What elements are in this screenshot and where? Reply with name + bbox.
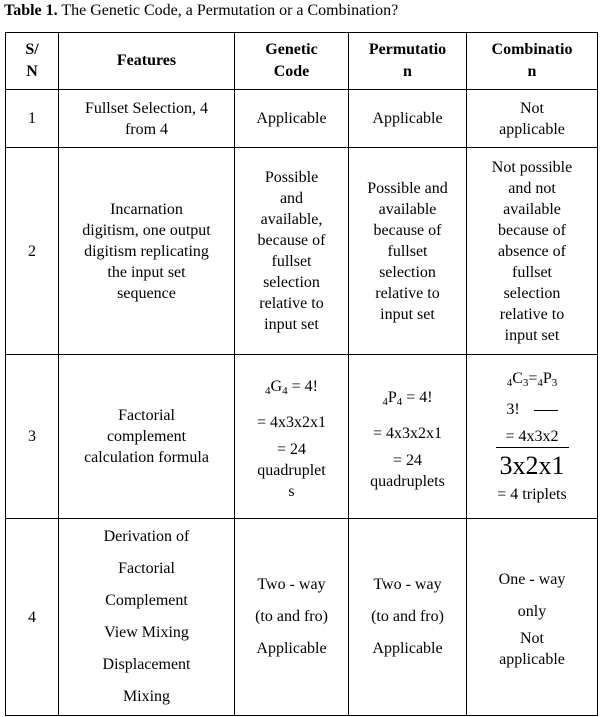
comb-formula-line3: = 4x3x2	[505, 428, 559, 445]
fraction-bar	[534, 410, 558, 411]
genetic-formula-line2: = 4x3x2x1	[256, 414, 327, 431]
row3-comb	[467, 355, 598, 519]
row4-genetic: Two - way (to and fro) Applicable	[235, 519, 349, 716]
row1-genetic: Applicable	[235, 90, 349, 148]
header-permutation: Permutatio n	[349, 33, 467, 90]
perm-formula-line3: = 24	[392, 451, 423, 469]
table-row	[6, 355, 598, 519]
header-genetic-code: Genetic Code	[235, 33, 349, 90]
row1-comb: Not applicable	[467, 90, 598, 148]
genetic-formula-line1: $4G_4 = 4$!	[265, 378, 318, 397]
row1-features: Fullset Selection, 4 from 4	[59, 90, 235, 148]
row3-sn: 3	[6, 355, 59, 519]
caption-label: Table 1.	[4, 2, 58, 19]
header-row	[6, 33, 598, 90]
perm-formula-line2: = 4x3x2x1	[372, 424, 443, 442]
perm-formula-line4: quadruplets	[370, 472, 445, 490]
comb-formula-line1: $4C_3=4P_3$	[506, 370, 558, 389]
perm-formula-line1: $4P_4 = 4$!	[382, 388, 433, 408]
row4-sn: 4	[6, 519, 59, 716]
row3-perm	[349, 355, 467, 519]
row4-comb: One - way only Not applicable	[467, 519, 598, 716]
row1-sn: 1	[6, 90, 59, 148]
genetic-formula-line3: = 24	[276, 441, 307, 458]
genetic-formula-line4: quadruplet s	[257, 462, 326, 500]
row2-genetic: Possible and available, because of fullset selection relative to input set	[235, 148, 349, 355]
row1-perm: Applicable	[349, 90, 467, 148]
table-row	[6, 148, 598, 355]
row2-comb: Not possible and not available because of absence of fullset selection relative to input set	[467, 148, 598, 355]
comb-formula-line2: 3!	[469, 394, 595, 426]
row3-genetic	[235, 355, 349, 519]
row2-features: Incarnation digitism, one output digitism replicating the input set sequence	[59, 148, 235, 355]
header-sn: S/ N	[6, 33, 59, 90]
row4-perm: Two - way (to and fro) Applicable	[349, 519, 467, 716]
row3-features: Factorial complement calculation formula	[59, 355, 235, 519]
table-row	[6, 519, 598, 716]
row2-perm: Possible and available because of fullset selection relative to input set	[349, 148, 467, 355]
table-caption	[4, 2, 398, 20]
comb-formula-line4: 3x2x1	[469, 447, 595, 484]
table-row	[6, 90, 598, 148]
header-combination: Combinatio n	[467, 33, 598, 90]
genetic-code-table	[5, 32, 598, 716]
header-features: Features	[59, 33, 235, 90]
caption-text: The Genetic Code, a Permutation or a Combination?	[57, 2, 399, 19]
row2-sn: 2	[6, 148, 59, 355]
row4-features: Derivation of Factorial Complement View Mixing Displacement Mixing	[59, 519, 235, 716]
comb-formula-line5: = 4 triplets	[497, 486, 567, 503]
